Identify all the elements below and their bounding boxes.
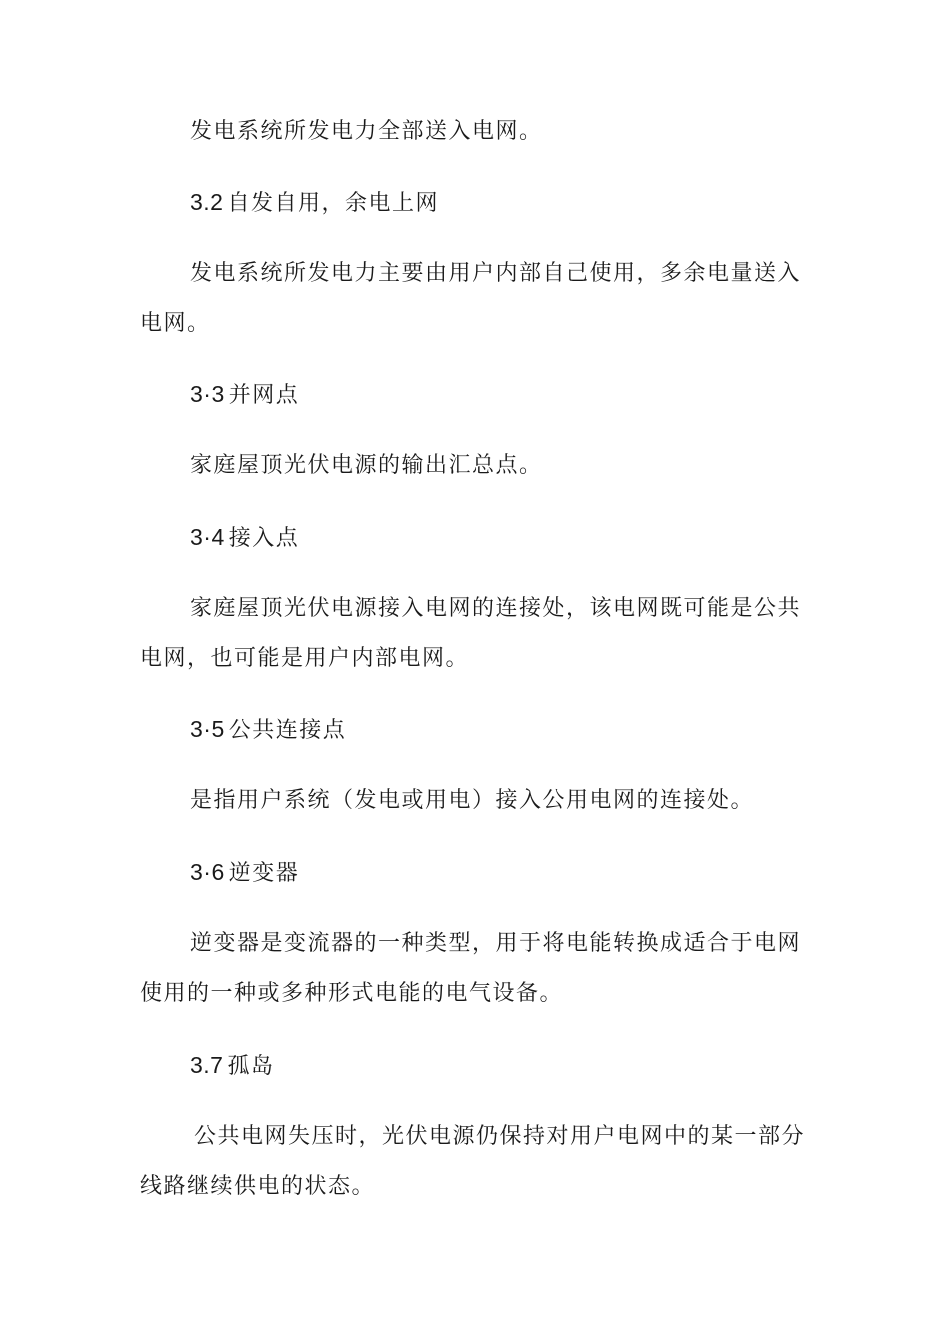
section-heading-3-2 bbox=[190, 186, 439, 220]
paragraph-self-use-line-1: 发电系统所发电力主要由用户内部自己使用，多余电量送入 bbox=[190, 261, 802, 286]
paragraph-self-use-line-2: 电网。 bbox=[140, 311, 211, 336]
section-title: 自发自用，余电上网 bbox=[227, 191, 439, 216]
section-number: 3·4 bbox=[190, 524, 225, 550]
paragraph-public-connection-line-1: 是指用户系统（发电或用电）接入公用电网的连接处。 bbox=[190, 788, 755, 813]
section-title: 接入点 bbox=[228, 526, 300, 551]
section-number: 3·3 bbox=[190, 381, 225, 407]
paragraph-grid-export-line-1: 发电系统所发电力全部送入电网。 bbox=[190, 119, 543, 144]
section-title: 公共连接点 bbox=[228, 718, 347, 743]
paragraph-access-point-line-1: 家庭屋顶光伏电源接入电网的连接处，该电网既可能是公共 bbox=[190, 596, 802, 621]
section-title: 并网点 bbox=[228, 383, 300, 408]
section-number: 3.2 bbox=[190, 189, 224, 215]
paragraph-islanding-line-1: 公共电网失压时，光伏电源仍保持对用户电网中的某一部分 bbox=[194, 1124, 806, 1149]
section-number: 3·5 bbox=[190, 716, 225, 742]
section-title: 孤岛 bbox=[227, 1054, 275, 1079]
paragraph-grid-point-line-1: 家庭屋顶光伏电源的输出汇总点。 bbox=[190, 453, 543, 478]
section-number: 3.7 bbox=[190, 1052, 224, 1078]
paragraph-islanding-line-2: 线路继续供电的状态。 bbox=[140, 1174, 376, 1199]
section-heading-3-5 bbox=[190, 713, 346, 747]
section-number: 3·6 bbox=[190, 859, 225, 885]
section-heading-3-4 bbox=[190, 521, 299, 555]
section-heading-3-3 bbox=[190, 378, 299, 412]
paragraph-inverter-line-1: 逆变器是变流器的一种类型，用于将电能转换成适合于电网 bbox=[190, 931, 802, 956]
section-heading-3-6 bbox=[190, 856, 299, 890]
section-heading-3-7 bbox=[190, 1049, 275, 1083]
paragraph-inverter-line-2: 使用的一种或多种形式电能的电气设备。 bbox=[140, 981, 564, 1006]
section-title: 逆变器 bbox=[228, 861, 300, 886]
paragraph-access-point-line-2: 电网，也可能是用户内部电网。 bbox=[140, 646, 470, 671]
